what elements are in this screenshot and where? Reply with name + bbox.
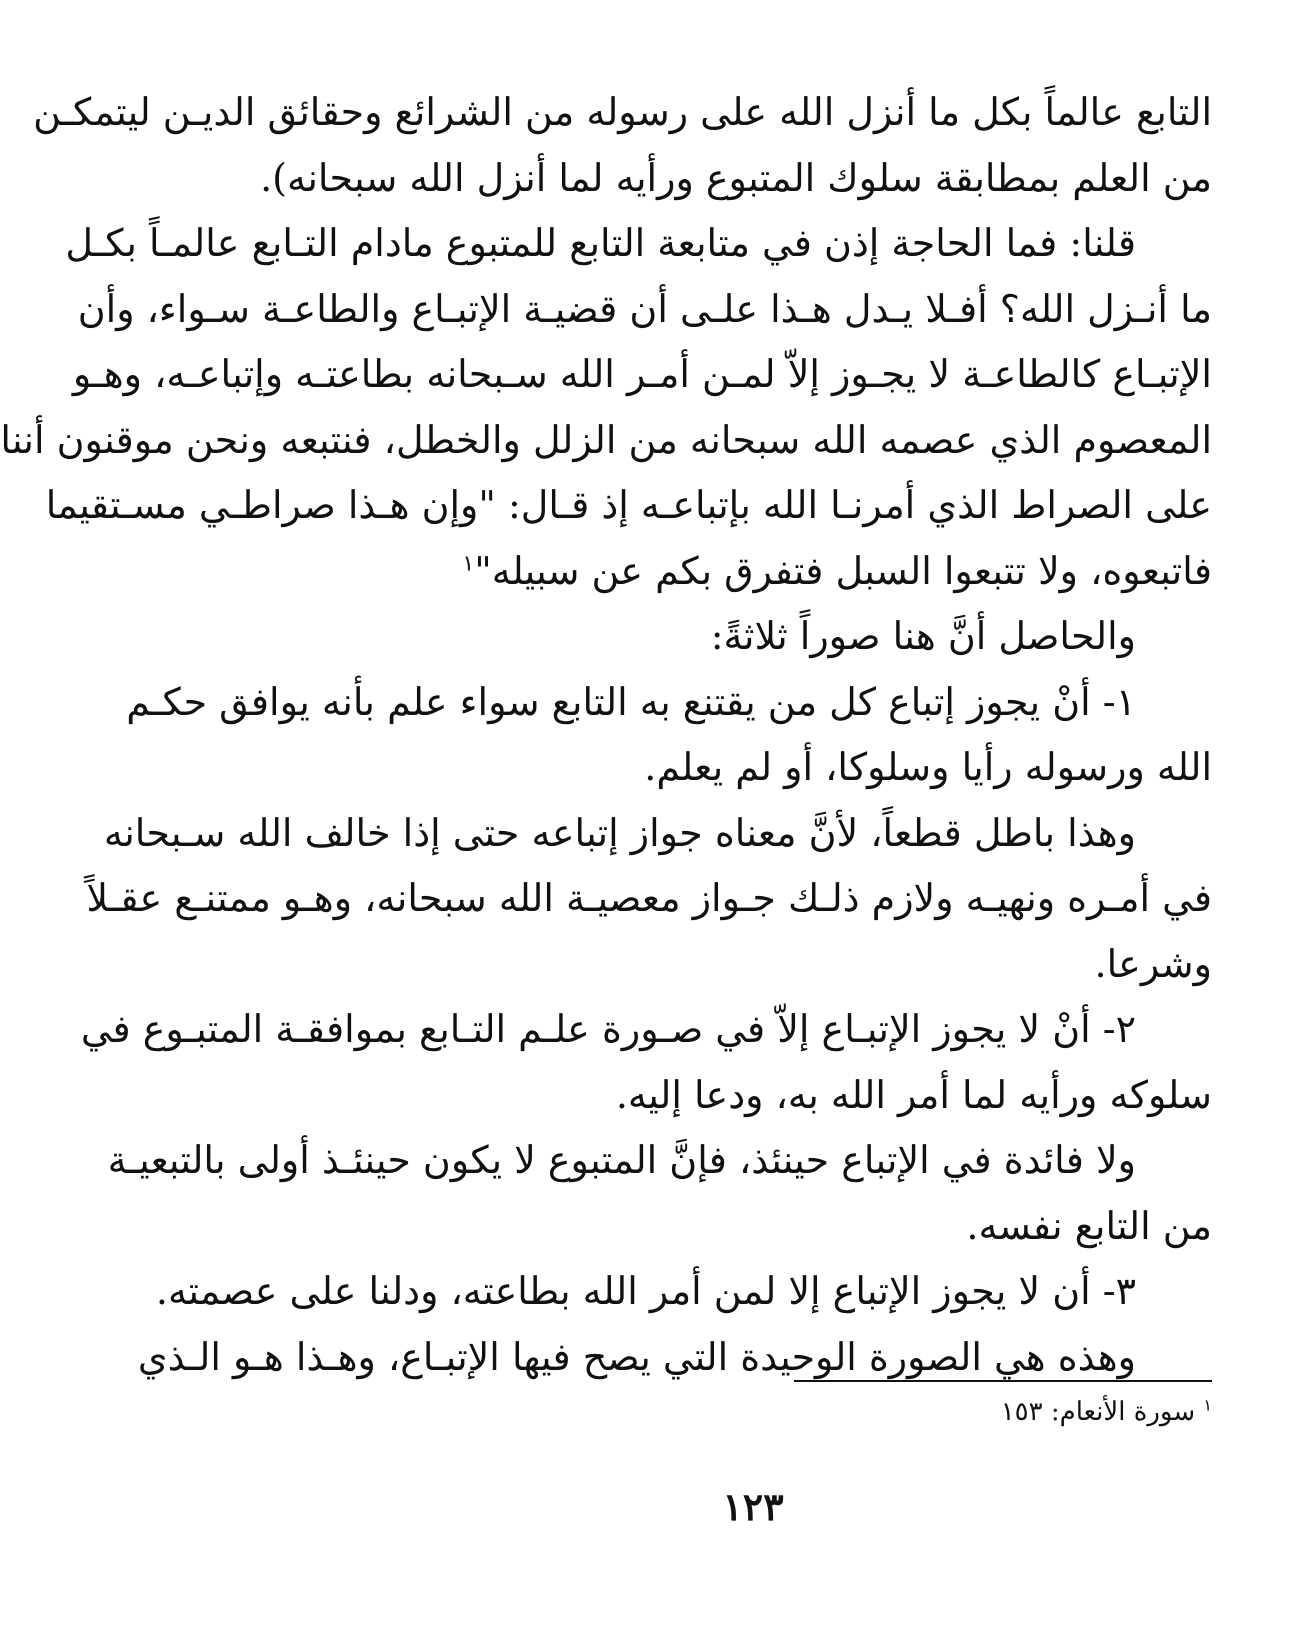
text-line-7: على الصراط الذي أمرنـا الله بإتباعـه إذ قـال: "وإن هـذا صراطـي مسـتقيما (45, 483, 1212, 527)
footnote-text: سورة الأنعام: ١٥٣ (1000, 1397, 1196, 1427)
text-line-2: من العلم بمطابقة سلوك المتبوع ورأيه لما أنزل الله سبحانه). (260, 155, 1212, 200)
page-number: ١٢٣ (722, 1484, 784, 1529)
text-line-3: قلنا: فما الحاجة إذن في متابعة التابع للمتبوع مادام التـابع عالمـاً بكـل (65, 221, 1136, 265)
footnote-reference: ١ (462, 550, 475, 576)
text-line-9: والحاصل أنَّ هنا صوراً ثلاثةً: (710, 614, 1136, 658)
text-line-18: من التابع نفسه. (966, 1203, 1212, 1248)
text-line-17: ولا فائدة في الإتباع حينئذ، فإنَّ المتبوع لا يكون حينئـذ أولى بالتبعيـة (107, 1138, 1136, 1182)
text-line-10: ١- أنْ يجوز إتباع كل من يقتنع به التابع سواء علم بأنه يوافق حكـم (126, 679, 1136, 724)
footnote (1001, 1392, 1212, 1432)
text-line-13: في أمـره ونهيـه ولازم ذلـك جـواز معصيـة الله سبحانه، وهـو ممتنـع عقـلاً (86, 876, 1212, 920)
text-line-20: وهذه هي الصورة الوحيدة التي يصح فيها الإتبـاع، وهـذا هـو الـذي (137, 1334, 1136, 1379)
footnote-mark: ١ (1203, 1395, 1212, 1415)
text-line-14: وشرعا. (1094, 941, 1212, 986)
page-body (0, 80, 1212, 1390)
footnote-divider (794, 1380, 1212, 1382)
text-line-8 (292, 539, 1212, 605)
text-line-15: ٢- أنْ لا يجوز الإتبـاع إلاّ في صـورة علـم التـابع بموافقـة المتبـوع في (80, 1007, 1136, 1051)
text-line-1: التابع عالماً بكل ما أنزل الله على رسوله من الشرائع وحقائق الديـن ليتمكـن (33, 90, 1212, 134)
text-line-16: سلوكه ورأيه لما أمر الله به، ودعا إليه. (615, 1072, 1212, 1117)
text-line-19: ٣- أن لا يجوز الإتباع إلا لمن أمر الله بطاعته، ودلنا على عصمته. (155, 1269, 1136, 1313)
text-line-6: المعصوم الذي عصمه الله سبحانه من الزلل والخطل، فنتبعه ونحن موقنون أننا (0, 417, 1212, 462)
text-line-11: الله ورسوله رأيا وسلوكا، أو لم يعلم. (644, 745, 1212, 789)
text-line-5: الإتبـاع كالطاعـة لا يجـوز إلاّ لمـن أمـر الله سـبحانه بطاعتـه وإتباعـه، وهـو (72, 352, 1212, 396)
text-line-4: ما أنـزل الله؟ أفـلا يـدل هـذا علـى أن قضيـة الإتبـاع والطاعـة سـواء، وأن (77, 286, 1212, 331)
text-line-12: وهذا باطل قطعاً، لأنَّ معناه جواز إتباعه حتى إذا خالف الله سـبحانه (103, 810, 1136, 855)
quote-end-text: فاتبعوه، ولا تتبعوا السبل فتفرق بكم عن سبيله" (474, 548, 1212, 593)
